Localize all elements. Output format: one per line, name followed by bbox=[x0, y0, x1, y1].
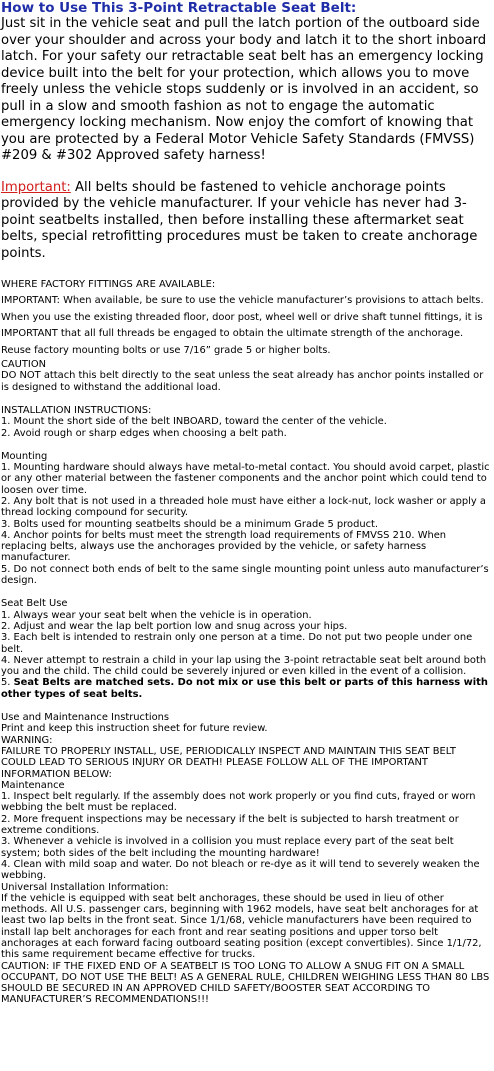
use-heading: Seat Belt Use bbox=[1, 598, 68, 610]
maintenance-item: 2. More frequent inspections may be necessary if the belt is subjected to harsh treatment or extreme conditions. bbox=[1, 813, 459, 837]
maintenance-section bbox=[1, 712, 493, 1006]
warning-label: WARNING: bbox=[1, 734, 53, 746]
mounting-heading: Mounting bbox=[1, 450, 48, 462]
document-title: How to Use This 3-Point Retractable Seat Belt: bbox=[1, 0, 357, 16]
seat-belt-use-section bbox=[1, 598, 493, 700]
installation-item: 1. Mount the short side of the belt INBOARD, toward the center of the vehicle. bbox=[1, 416, 387, 428]
use-item-number: 5. bbox=[1, 677, 14, 689]
installation-item: 2. Avoid rough or sharp edges when choosing a belt path. bbox=[1, 427, 287, 439]
use-item: 2. Adjust and wear the lap belt portion low and snug across your hips. bbox=[1, 620, 348, 632]
installation-heading: INSTALLATION INSTRUCTIONS: bbox=[1, 404, 152, 416]
factory-fittings-section bbox=[1, 277, 493, 359]
installation-section bbox=[1, 405, 493, 439]
caution-section bbox=[1, 359, 493, 393]
important-paragraph bbox=[1, 180, 493, 263]
mounting-item: 3. Bolts used for mounting seatbelts should be a minimum Grade 5 product. bbox=[1, 518, 379, 530]
spacer bbox=[1, 700, 493, 712]
use-item: 3. Each belt is intended to restrain only one person at a time. Do not put two people under one belt. bbox=[1, 632, 473, 655]
spacer bbox=[1, 439, 493, 451]
maintenance-heading: Use and Maintenance Instructions bbox=[1, 712, 170, 724]
use-item: 4. Never attempt to restrain a child in your lap using the 3-point retractable seat belt around both you and the child. The child could be severely injured or even killed in the event of a collision. bbox=[1, 654, 487, 678]
caution-heading: CAUTION bbox=[1, 359, 46, 371]
spacer bbox=[1, 393, 493, 405]
final-caution: CAUTION: IF THE FIXED END OF A SEATBELT IS TOO LONG TO ALLOW A SNUG FIT ON A SMALL OCCUPANT, DO NOT USE THE BELT! AS A GENERAL RULE, CHILDREN WEIGHING LESS THAN 80 LBS SHOULD BE SECURED IN AN APPROVED CHILD SAFETY/BOOSTER SEAT ACCORDING TO MANUFACTURER’S RECOMMENDATIONS!!! bbox=[1, 960, 490, 1006]
mounting-item: 5. Do not connect both ends of belt to the same single mounting point unless auto manufacturer’s design. bbox=[1, 563, 489, 587]
mounting-item: 4. Anchor points for belts must meet the strength load requirements of FMVSS 210. When replacing belts, always use the anchorages provided by the vehicle, or safety harness manufacturer. bbox=[1, 529, 447, 564]
factory-heading: WHERE FACTORY FITTINGS ARE AVAILABLE: bbox=[1, 279, 216, 290]
important-label: Important: bbox=[1, 179, 71, 195]
caution-text: DO NOT attach this belt directly to the seat unless the seat already has anchor points installed or is designed to withstand the additional load. bbox=[1, 370, 484, 393]
spacer bbox=[1, 262, 493, 277]
use-item: 1. Always wear your seat belt when the vehicle is in operation. bbox=[1, 609, 312, 621]
maintenance-item: 3. Whenever a vehicle is involved in a collision you must replace every part of the seat belt system; both sides of the belt including the mounting hardware! bbox=[1, 836, 454, 859]
mounting-item: 2. Any bolt that is not used in a threaded hole must have either a lock-nut, lock washer or apply a thread locking compound for security. bbox=[1, 496, 486, 519]
important-text: All belts should be fastened to vehicle anchorage points provided by the vehicle manufacturer. If your vehicle has never had 3-point seatbelts installed, then before installing these aftermarket seat belts, special retrofitting procedures must be taken to create anchorage points. bbox=[1, 179, 478, 261]
intro-paragraph: Just sit in the vehicle seat and pull the latch portion of the outboard side over your shoulder and across your body and latch it to the short inboard latch. For your safety our retractable seat belt has an emergency locking device built into the belt for your protection, which allows you to move freely unless the vehicle stops suddenly or is involved in an accident, so pull in a slow and smooth fashion as not to engage the automatic emergency locking mechanism. Now enjoy the comfort of knowing that you are protected by a Federal Motor Vehicle Safety Standards (FMVSS) #209 & #302 Approved safety harness! bbox=[1, 16, 487, 163]
warning-text: FAILURE TO PROPERLY INSTALL, USE, PERIODICALLY INSPECT AND MAINTAIN THIS SEAT BELT COULD LEAD TO SERIOUS INJURY OR DEATH! PLEASE FOLLOW ALL OF THE IMPORTANT INFORMATION BELOW: bbox=[1, 745, 456, 780]
universal-heading: Universal Installation Information: bbox=[1, 881, 169, 893]
mounting-item: 1. Mounting hardware should always have metal-to-metal contact. You should avoid carpet, plastic or any other material between the fastener components and the anchor point which could tend to loosen over time. bbox=[1, 462, 490, 496]
spacer bbox=[1, 586, 493, 598]
maintenance-line: Print and keep this instruction sheet for future review. bbox=[1, 723, 268, 735]
factory-text: IMPORTANT: When available, be sure to use the vehicle manufacturer’s provisions to attach belts. When you use the existing threaded floor, door post, wheel well or drive shaft tunnel fittings, it is IMPORTANT that all full threads be engaged to obtain the ultimate strength of the anchorage. Reuse factory mounting bolts or use 7/16” grade 5 or higher bolts. bbox=[1, 295, 484, 356]
matched-sets-warning: Seat Belts are matched sets. Do not mix or use this belt or parts of this harness with other types of seat belts. bbox=[1, 677, 488, 700]
maintenance-item: 1. Inspect belt regularly. If the assembly does not work properly or you find cuts, frayed or worn webbing the belt must be replaced. bbox=[1, 791, 476, 814]
spacer bbox=[1, 165, 493, 180]
use-item-matched-sets bbox=[1, 677, 493, 700]
universal-text: If the vehicle is equipped with seat belt anchorages, these should be used in lieu of other methods. All U.S. passenger cars, beginning with 1962 models, have seat belt anchorages for at least two lap belts in the front seat. Since 1/1/68, vehicle manufacturers have been required to install lap belt anchorages for each front and rear seating positions and upper torso belt anchorages at each forward facing outboard seating position (except convertibles). Since 1/1/72, this same requirement became effective for trucks. bbox=[1, 892, 482, 961]
maintenance-subheading: Maintenance bbox=[1, 779, 65, 791]
mounting-section bbox=[1, 451, 493, 587]
maintenance-item: 4. Clean with mild soap and water. Do not bleach or re-dye as it will tend to severely weaken the webbing. bbox=[1, 858, 480, 882]
